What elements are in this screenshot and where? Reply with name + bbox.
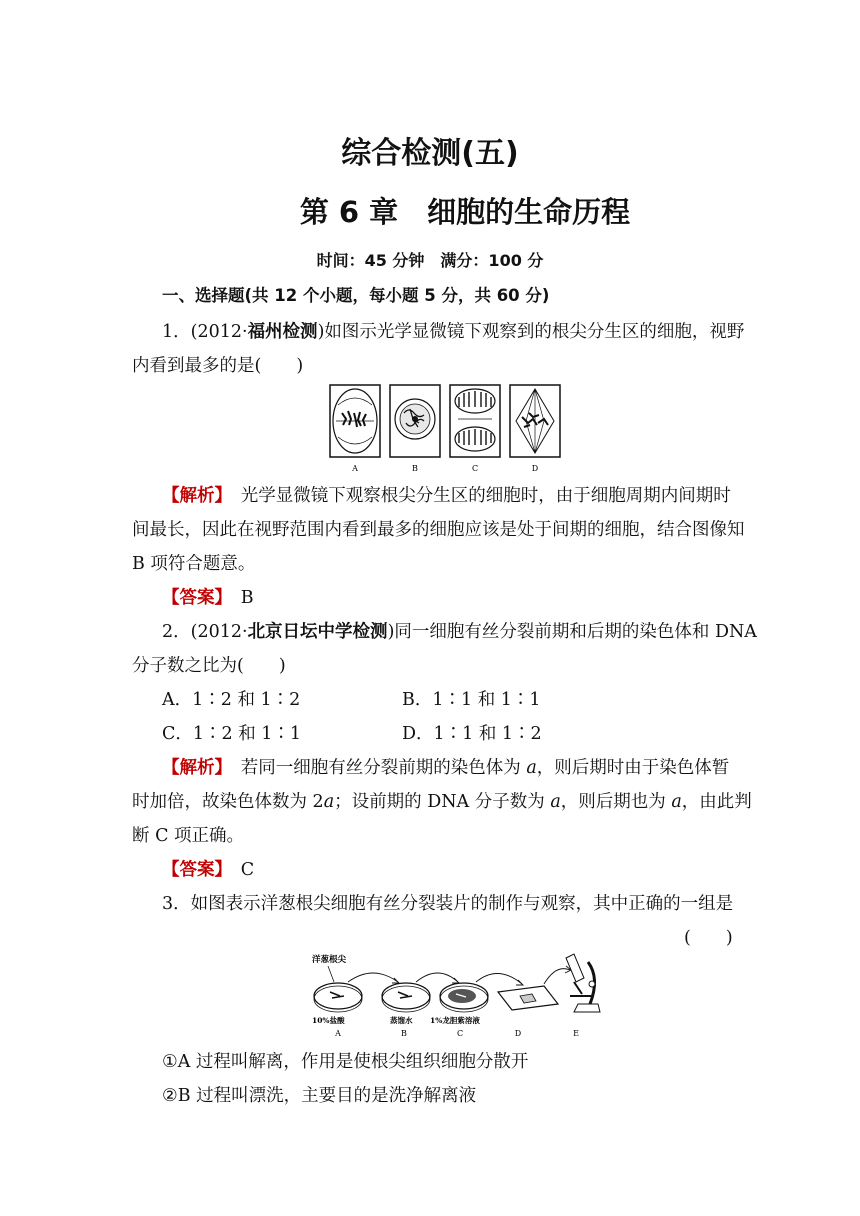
- q2-analysis-text: ，则后期时由于染色体暂: [536, 758, 730, 778]
- q2-analysis-text: 若同一细胞有丝分裂前期的染色体为: [223, 758, 527, 778]
- q2-option-b: B．1∶1 和 1∶1: [402, 690, 541, 710]
- q1-answer-tag: 【答案】: [162, 588, 224, 608]
- q2-analysis-line3: 断 C 项正确。: [132, 826, 245, 846]
- step-label-d: D: [514, 1029, 522, 1038]
- cell-a-chromosomes: [342, 411, 366, 427]
- q2-number: 2．(2012·: [162, 622, 248, 642]
- q1-stem-line2: 内看到最多的是( ): [132, 356, 304, 376]
- q2-answer-tag: 【答案】: [162, 860, 224, 880]
- q1-answer: [162, 586, 254, 610]
- q2-analysis-line2: [132, 790, 752, 814]
- q3-process-figure: [308, 952, 602, 1042]
- q2-analysis-text: ，由此判: [681, 792, 752, 812]
- q2-stem-line2: 分子数之比为( ): [132, 656, 286, 676]
- q2-var-a: a: [550, 792, 561, 812]
- fig1-label-b: B: [412, 464, 418, 473]
- q2-analysis-text: ，则后期也为: [560, 792, 672, 812]
- q3-stem-line1: 3．如图表示洋葱根尖细胞有丝分裂装片的制作与观察，其中正确的一组是: [162, 894, 734, 914]
- microscope-icon: [566, 954, 600, 1012]
- section-heading: 一、选择题(共 12 个小题，每小题 5 分，共 60 分): [162, 286, 550, 305]
- q2-option-c: C．1∶2 和 1∶1: [162, 724, 302, 744]
- dish-c-label: 1%龙胆紫溶液: [430, 1016, 480, 1025]
- q2-var-a: a: [671, 792, 682, 812]
- q2-analysis-tag: 【解析】: [162, 758, 224, 778]
- q1-analysis-line1: [162, 484, 731, 508]
- dish-b-label: 蒸馏水: [390, 1016, 413, 1025]
- fig1-label-d: D: [531, 464, 539, 473]
- q1-number: 1．(2012·: [162, 322, 248, 342]
- exam-meta: 时间：45 分钟 满分：100 分: [316, 251, 544, 270]
- q2-stem-text-a: )同一细胞有丝分裂前期和后期的染色体和 DNA: [387, 622, 757, 642]
- q2-answer: [162, 858, 254, 882]
- step-label-e: E: [573, 1029, 579, 1038]
- q2-option-d: D．1∶1 和 1∶2: [402, 724, 542, 744]
- q1-stem-text-a: )如图示光学显微镜下观察到的根尖分生区的细胞，视野: [317, 322, 745, 342]
- step-label-c: C: [456, 1029, 464, 1038]
- fig1-label-a: A: [352, 464, 358, 473]
- q1-analysis-line3: B 项符合题意。: [132, 554, 256, 574]
- page-title: 综合检测(五): [341, 136, 519, 171]
- q1-analysis-text-a: 光学显微镜下观察根尖分生区的细胞时，由于细胞周期内间期时: [223, 486, 731, 506]
- q1-cell-figure: [326, 383, 564, 477]
- q1-answer-value: B: [223, 588, 254, 608]
- fig1-label-c: C: [471, 464, 479, 473]
- dish-a-label: 10%盐酸: [312, 1016, 345, 1025]
- q2-analysis-text: ；设前期的 DNA 分子数为: [334, 792, 551, 812]
- q1-stem-line1: [162, 320, 744, 344]
- q2-option-a: A．1∶2 和 1∶2: [162, 690, 301, 710]
- q2-source: 北京日坛中学检测: [247, 622, 388, 642]
- q2-var-a: a: [323, 792, 335, 812]
- q1-analysis-tag: 【解析】: [162, 486, 224, 506]
- chapter-title: 第 6 章 细胞的生命历程: [299, 195, 631, 229]
- q2-stem-line1: [162, 620, 757, 644]
- root-tip-label: 洋葱根尖: [312, 955, 347, 965]
- q1-source: 福州检测: [247, 322, 318, 342]
- q3-statement-1: ①A 过程叫解离，作用是使根尖组织细胞分散开: [162, 1052, 529, 1072]
- q2-analysis-line1: [162, 756, 729, 780]
- q3-stem-line2: ( ): [684, 928, 733, 948]
- step-label-a: A: [335, 1029, 341, 1038]
- q2-answer-value: C: [223, 860, 255, 880]
- q2-var-a: a: [526, 758, 537, 778]
- q1-analysis-line2: 间最长，因此在视野范围内看到最多的细胞应该是处于间期的细胞，结合图像知: [132, 520, 745, 540]
- q2-analysis-text: 时加倍，故染色体数为 2: [132, 792, 324, 812]
- step-label-b: B: [401, 1029, 407, 1038]
- q3-statement-2: ②B 过程叫漂洗，主要目的是洗净解离液: [162, 1086, 477, 1106]
